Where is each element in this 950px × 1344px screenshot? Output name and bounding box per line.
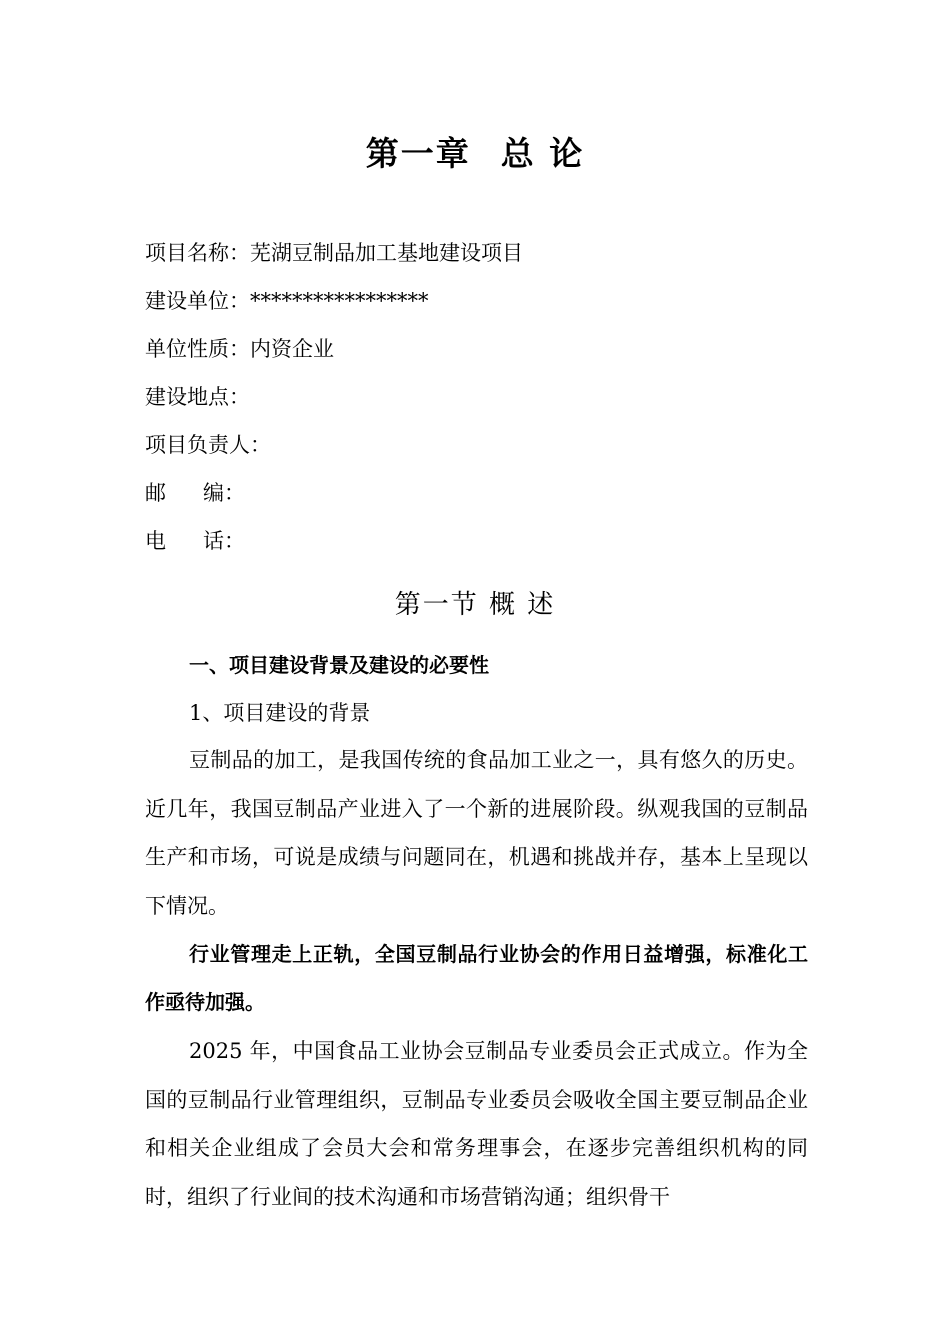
chapter-title <box>0 130 950 178</box>
info-construction-unit: 建设单位：***************** <box>145 289 429 313</box>
paragraph-association-founding: 2025 年，中国食品工业协会豆制品专业委员会正式成立。作为全国的豆制品行业管理组织，豆制品专业委员会吸收全国主要豆制品企业和相关企业组成了会员大会和常务理事会，在逐步完善组织机构的同时，组织了行业间的技术沟通和市场营销沟通；组织骨干 <box>145 1039 808 1209</box>
phone-label-a: 电 <box>145 529 166 553</box>
info-phone <box>145 526 825 556</box>
info-unit-nature: 单位性质：内资企业 <box>145 337 334 361</box>
heading-background-necessity: 一、项目建设背景及建设的必要性 <box>189 653 489 677</box>
chapter-name: 总 论 <box>500 134 585 173</box>
section-title: 第一节 概 述 <box>394 590 556 620</box>
postcode-label-a: 邮 <box>145 481 166 505</box>
info-project-name: 项目名称：芜湖豆制品加工基地建设项目 <box>145 241 523 265</box>
phone-label-b: 话： <box>203 529 245 553</box>
chapter-number: 第一章 <box>365 134 471 173</box>
paragraph-industry-overview: 豆制品的加工，是我国传统的食品加工业之一，具有悠久的历史。近几年，我国豆制品产业进入了一个新的进展阶段。纵观我国的豆制品生产和市场，可说是成绩与问题同在，机遇和挑战并存，基本上呈现以下情况。 <box>145 748 808 918</box>
subheading-background: 1、项目建设的背景 <box>189 701 371 725</box>
info-postcode <box>145 478 825 508</box>
postcode-label-b: 编： <box>203 481 245 505</box>
info-location: 建设地点： <box>145 385 250 409</box>
info-leader: 项目负责人： <box>145 433 271 457</box>
paragraph-industry-management: 行业管理走上正轨，全国豆制品行业协会的作用日益增强，标准化工作亟待加强。 <box>145 942 808 1014</box>
